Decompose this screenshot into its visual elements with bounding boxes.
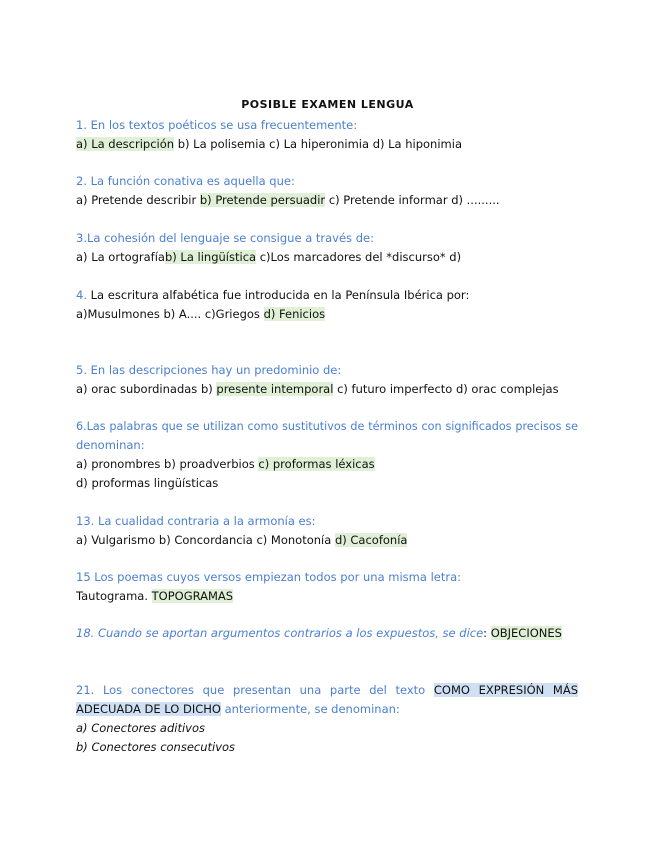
answer-highlight: d) Fenicios	[263, 307, 326, 321]
question-2-text: 2. La función conativa es aquella que:	[76, 174, 295, 188]
question-21	[76, 681, 578, 757]
question-18-text: 18. Cuando se aportan argumentos contrarios a los expuestos, se dice: OBJECIONES	[76, 626, 562, 640]
question-1-options: a) La descripción b) La polisemia c) La hiperonimia d) La hiponimia	[76, 137, 462, 151]
question-2-options: a) Pretende describir b) Pretende persuadir c) Pretende informar d) .........	[76, 193, 500, 207]
answer-highlight: a) La descripción	[76, 137, 175, 151]
question-3-text: 3.La cohesión del lenguaje se consigue a través de:	[76, 231, 374, 245]
question-4-options: a)Musulmones b) A.... c)Griegos d) Fenicios	[76, 307, 326, 321]
page-title: POSIBLE EXAMEN LENGUA	[241, 98, 414, 111]
question-2	[76, 172, 578, 210]
question-13	[76, 512, 578, 550]
question-5-text: 5. En las descripciones hay un predominio de:	[76, 363, 342, 377]
answer-highlight: TOPOGRAMAS	[151, 589, 234, 603]
answer-highlight: presente intemporal	[216, 382, 334, 396]
question-6	[76, 417, 578, 493]
answer-highlight: OBJECIONES	[490, 626, 562, 640]
question-21-option-b: b) Conectores consecutivos	[76, 740, 236, 754]
question-18	[76, 624, 578, 643]
question-13-text: 13. La cualidad contraria a la armonía es:	[76, 514, 316, 528]
question-4	[76, 286, 578, 324]
question-6-text: 6.Las palabras que se utilizan como sustitutivos de términos con significados precisos se	[76, 420, 578, 433]
question-15-text: 15 Los poemas cuyos versos empiezan todos por una misma letra:	[76, 570, 461, 584]
question-4-text: 4. La escritura alfabética fue introducida en la Península Ibérica por:	[76, 288, 470, 302]
question-5-options: a) orac subordinadas b) presente intemporal c) futuro imperfecto d) orac complejas	[76, 382, 559, 396]
question-15-answer: Tautograma. TOPOGRAMAS	[76, 589, 234, 603]
question-13-options: a) Vulgarismo b) Concordancia c) Monotonía d) Cacofonía	[76, 533, 408, 547]
question-21-text-cont: ADECUADA DE LO DICHO anteriormente, se denominan:	[76, 702, 400, 716]
answer-highlight: b) La lingüística	[164, 250, 257, 264]
question-15	[76, 568, 578, 606]
question-3	[76, 229, 578, 267]
question-21-text: 21. Los conectores que presentan una parte del texto COMO EXPRESIÓN MÁS	[76, 683, 578, 697]
question-1-text: 1. En los textos poéticos se usa frecuentemente:	[76, 118, 358, 132]
question-6-options-cont: d) proformas lingüísticas	[76, 476, 219, 490]
answer-highlight: b) Pretende persuadir	[199, 193, 326, 207]
answer-highlight: d) Cacofonía	[334, 533, 408, 547]
question-1	[76, 116, 578, 154]
question-5	[76, 361, 578, 399]
question-6-text-cont: denominan:	[76, 438, 145, 452]
question-6-options: a) pronombres b) proadverbios c) proformas léxicas	[76, 457, 375, 471]
answer-highlight: c) proformas léxicas	[258, 457, 375, 471]
question-21-option-a: a) Conectores aditivos	[76, 721, 206, 735]
text-highlight: COMO EXPRESIÓN MÁS	[433, 683, 578, 697]
text-highlight: ADECUADA DE LO DICHO	[76, 702, 221, 716]
question-3-options: a) La ortografíab) La lingüística c)Los marcadores del *discurso* d)	[76, 250, 462, 264]
